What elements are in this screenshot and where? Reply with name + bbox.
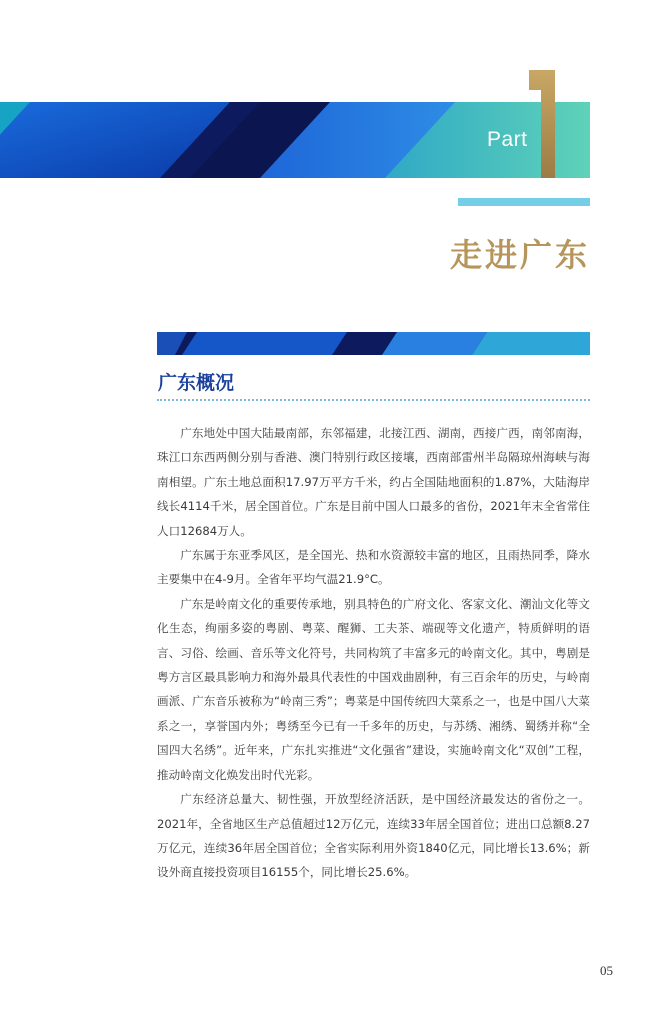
section-banner [157, 332, 590, 355]
dotted-divider [157, 399, 590, 401]
paragraph-geography: 广东地处中国大陆最南部，东邻福建，北接江西、湖南，西接广西，南邻南海，珠江口东西两侧分别与香港、澳门特别行政区接壤，西南部雷州半岛隔琼州海峡与海南相望。广东土地总面积17.97万平方千米，约占全国陆地面积的1.87%，大陆海岸线长4114千米，居全国首位。广东是目前中国人口最多的省份，2021年末全省常住人口12684万人。 [157, 426, 590, 538]
part-label: Part [487, 128, 528, 151]
section-title: 广东概况 [158, 372, 235, 394]
paragraph-economy: 广东经济总量大、韧性强，开放型经济活跃，是中国经济最发达的省份之一。2021年，全省地区生产总值超过12万亿元，连续33年居全国首位；进出口总额8.27万亿元，连续36年居全国首位；全省实际利用外资1840亿元，同比增长13.6%；新设外商直接投资项目16155个，同比增长25.6%。 [157, 792, 590, 880]
paragraph-culture: 广东是岭南文化的重要传承地，别具特色的广府文化、客家文化、潮汕文化等文化生态，绚丽多姿的粤剧、粤菜、醒狮、工夫茶、端砚等文化遗产，特质鲜明的语言、习俗、绘画、音乐等文化符号，共同构筑了丰富多元的岭南文化。其中，粤剧是粤方言区最具影响力和海外最具代表性的中国戏曲剧种，有三百余年的历史，与岭南画派、广东音乐被称为“岭南三秀”；粤菜是中国传统四大菜系之一，也是中国八大菜系之一，享誉国内外；粤绣至今已有一千多年的历史，与苏绣、湘绣、蜀绣并称“全国四大名绣”。近年来，广东扎实推进“文化强省”建设，实施岭南文化“双创”工程，推动岭南文化焕发出时代光彩。 [157, 596, 590, 782]
body-text [157, 421, 590, 885]
part-number [527, 70, 557, 178]
accent-bar [458, 198, 590, 206]
paragraph-climate: 广东属于东亚季风区，是全国光、热和水资源较丰富的地区，且雨热同季，降水主要集中在4-9月。全省年平均气温21.9°C。 [157, 548, 590, 587]
chapter-title: 走进广东 [449, 236, 590, 274]
page-number: 05 [600, 963, 613, 978]
